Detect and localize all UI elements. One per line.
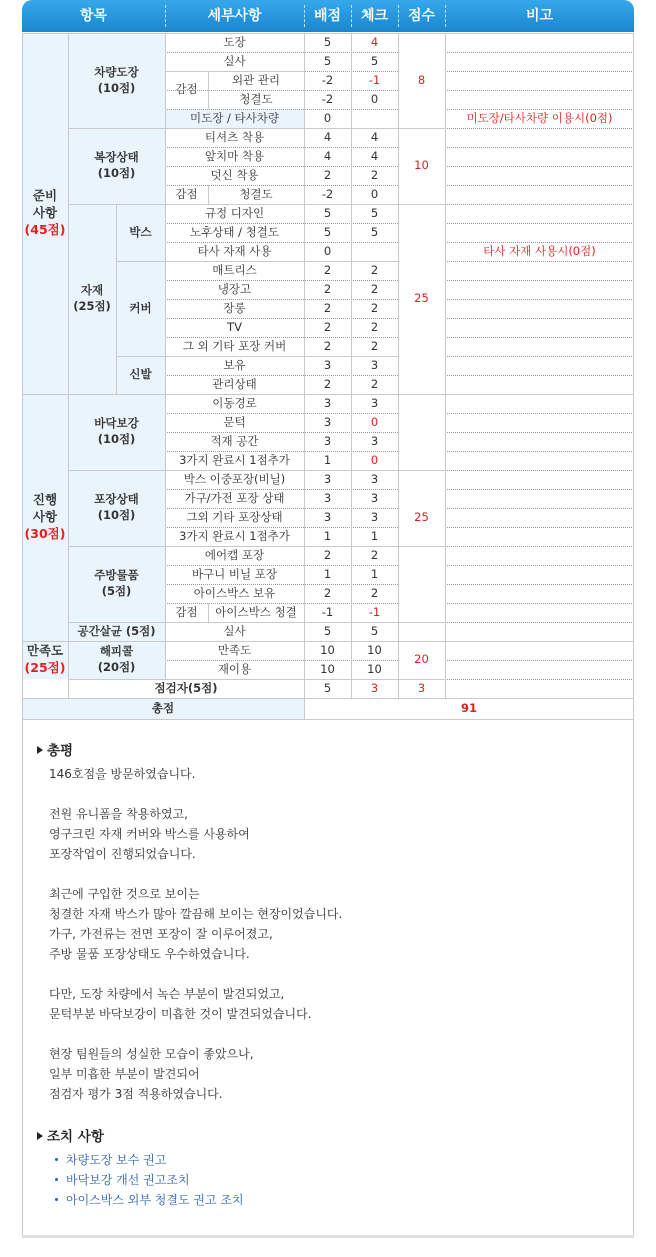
detail-points: 1	[323, 566, 332, 581]
action-item	[55, 1151, 166, 1168]
detail-item: 문턱	[223, 414, 246, 429]
deduct-label: 감점	[175, 604, 198, 619]
detail-check: 5	[370, 205, 379, 220]
detail-check: 3	[370, 471, 379, 486]
header-detail: 세부사항	[207, 8, 262, 24]
bullet-dot-icon	[55, 1158, 58, 1161]
detail-item: 매트리스	[212, 262, 257, 277]
detail-check: 2	[370, 547, 379, 562]
detail-item: 그외 기타 포장상태	[186, 509, 283, 524]
bullet-dot-icon	[55, 1178, 58, 1181]
detail-check: 3	[370, 433, 379, 448]
triangle-bullet-icon	[37, 746, 43, 754]
section-progress: 진행 사항 (30점)	[22, 394, 68, 641]
review-line: 전원 유니폼을 착용하였고,	[49, 807, 188, 821]
detail-points: -2	[321, 91, 334, 106]
detail-check: 1	[370, 566, 379, 581]
detail-check: 3	[370, 357, 379, 372]
score-table	[22, 33, 634, 719]
review-line: 다만, 도장 차량에서 녹슨 부분이 발견되었고,	[49, 987, 285, 1001]
detail-item: 냉장고	[217, 281, 252, 296]
detail-check: 5	[370, 224, 379, 239]
detail-item: 만족도	[217, 642, 252, 657]
detail-item: 가구/가전 포장 상태	[184, 490, 285, 505]
detail-check: -1	[368, 604, 381, 619]
detail-check	[351, 242, 398, 261]
detail-item: 미도장 / 타사차량	[165, 109, 304, 128]
detail-item: 3가지 완료시 1점추가	[179, 452, 290, 467]
bullet-dot-icon	[55, 1198, 58, 1201]
detail-check: 2	[370, 376, 379, 391]
inspector-points: 5	[323, 680, 332, 695]
detail-item: 이동경로	[212, 395, 257, 410]
category-material: 자재 (25점)	[68, 204, 116, 394]
detail-points: -2	[321, 72, 334, 87]
detail-check: 1	[370, 528, 379, 543]
review-line: 청결한 자재 박스가 많아 깔끔해 보이는 현장이었습니다.	[49, 907, 343, 921]
action-item-text: 바닥보강 개선 권고조치	[66, 1173, 190, 1187]
detail-points: 3	[323, 395, 332, 410]
detail-check: 2	[370, 585, 379, 600]
category-sanitize: 공간살균 (5점)	[68, 622, 165, 641]
inspector-score: 3	[417, 680, 426, 695]
score-material: 25	[414, 291, 429, 306]
detail-points: 10	[320, 661, 335, 676]
detail-item: 청결도	[239, 186, 273, 201]
detail-check: 2	[370, 319, 379, 334]
detail-points: 3	[323, 490, 332, 505]
review-line: 최근에 구입한 것으로 보이는	[49, 887, 200, 901]
subcategory-shoes: 신발	[116, 356, 165, 394]
category-car-paint: 차량도장 (10점)	[68, 33, 165, 128]
actions-title: 조치 사항	[47, 1129, 104, 1145]
detail-check: 0	[370, 452, 379, 467]
detail-check: 2	[370, 167, 379, 182]
detail-check: 2	[370, 262, 379, 277]
triangle-bullet-icon	[37, 1132, 43, 1140]
detail-check: 2	[370, 281, 379, 296]
detail-check: 2	[370, 300, 379, 315]
category-floor: 바닥보강 (10점)	[68, 394, 165, 470]
detail-item: 타사 자재 사용	[197, 243, 272, 258]
detail-item: 덧신 착용	[210, 167, 259, 182]
review-heading	[37, 739, 73, 759]
detail-item: 적재 공간	[210, 433, 259, 448]
detail-check: 10	[367, 642, 382, 657]
action-item	[55, 1171, 190, 1188]
detail-item: 규정 디자인	[204, 205, 265, 220]
review-line: 주방 물품 포장상태도 우수하였습니다.	[49, 947, 250, 961]
header-points: 배점	[313, 8, 342, 24]
action-item-text: 아이스박스 외부 청결도 권고 조치	[66, 1193, 244, 1207]
detail-check	[351, 109, 398, 128]
detail-check: -1	[368, 72, 381, 87]
detail-points: 2	[323, 376, 332, 391]
inspector-label: 점검자(5점)	[154, 680, 218, 695]
header-score: 점수	[407, 8, 436, 24]
review-line: 현장 팀원들의 성실한 모습이 좋았으나,	[49, 1047, 254, 1061]
detail-item: 3가지 완료시 1점추가	[179, 528, 290, 543]
detail-check: 0	[370, 91, 379, 106]
detail-check: 4	[370, 34, 379, 49]
detail-points: 4	[323, 129, 332, 144]
summary-panel	[22, 719, 634, 1236]
detail-points: 5	[323, 53, 332, 68]
detail-item: 관리상태	[212, 376, 257, 391]
detail-item: 재이용	[217, 661, 252, 676]
detail-check: 4	[370, 129, 379, 144]
bottom-divider	[22, 1235, 634, 1238]
detail-item: 티셔츠 착용	[204, 129, 265, 144]
review-line: 점검자 평가 3점 적용하였습니다.	[49, 1087, 223, 1101]
detail-item: 그 외 기타 포장 커버	[182, 338, 287, 353]
detail-points: 4	[323, 148, 332, 163]
detail-item: 아이스박스 보유	[193, 585, 276, 600]
category-packing: 포장상태 (10점)	[68, 470, 165, 546]
detail-points: 10	[320, 642, 335, 657]
detail-item: TV	[227, 319, 242, 334]
detail-points: 3	[323, 357, 332, 372]
detail-points: 5	[323, 623, 332, 638]
review-line: 포장작업이 진행되었습니다.	[49, 847, 196, 861]
note-car: 미도장/타사차량 이용시(0점)	[466, 110, 613, 125]
detail-item: 보유	[223, 357, 246, 372]
detail-check: 4	[370, 148, 379, 163]
detail-points: 2	[323, 262, 332, 277]
total-value: 91	[460, 700, 477, 715]
detail-check: 3	[370, 490, 379, 505]
detail-check: 10	[367, 661, 382, 676]
detail-points: 3	[323, 509, 332, 524]
detail-item: 에어캡 포장	[204, 547, 265, 562]
detail-points: -2	[321, 186, 334, 201]
review-line: 영구크린 자재 커버와 박스를 사용하여	[49, 827, 250, 841]
review-line: 가구, 가전류는 전면 포장이 잘 이루어졌고,	[49, 927, 273, 941]
review-line: 146호점을 방문하였습니다.	[49, 767, 196, 781]
table-header	[22, 0, 634, 32]
score-happycall: 20	[414, 652, 429, 667]
detail-points: 2	[323, 585, 332, 600]
score-car: 8	[417, 72, 426, 87]
detail-item: 실사	[223, 53, 246, 68]
detail-points: 5	[323, 34, 332, 49]
detail-item: 아이스박스 청결	[215, 604, 297, 619]
detail-points: -1	[321, 604, 334, 619]
detail-points: 1	[323, 452, 332, 467]
detail-item: 청결도	[239, 91, 273, 106]
detail-points: 1	[323, 528, 332, 543]
detail-points: 2	[323, 547, 332, 562]
detail-points: 5	[323, 224, 332, 239]
detail-points: 0	[323, 243, 332, 258]
actions-heading	[37, 1125, 104, 1145]
score-progress: 25	[414, 509, 429, 524]
action-item	[55, 1191, 244, 1208]
detail-points: 3	[323, 414, 332, 429]
score-uniform: 10	[414, 158, 429, 173]
detail-points: 2	[323, 281, 332, 296]
category-kitchen: 주방물품 (5점)	[68, 546, 165, 622]
subcategory-cover: 커버	[116, 261, 165, 356]
detail-check: 5	[370, 623, 379, 638]
section-prep: 준비 사항 (45점)	[22, 33, 68, 394]
detail-item: 실사	[223, 623, 246, 638]
review-line: 문턱부분 바닥보강이 미흡한 것이 발견되었습니다.	[49, 1007, 312, 1021]
detail-points: 2	[323, 300, 332, 315]
section-satisfaction: 만족도 (25점)	[22, 641, 68, 679]
detail-item: 노후상태 / 청결도	[190, 224, 279, 239]
detail-check: 0	[370, 414, 379, 429]
total-label: 총점	[22, 698, 304, 719]
deduct-label: 감점	[175, 82, 198, 97]
deduct-label: 감점	[175, 186, 198, 201]
action-item-text: 차량도장 보수 권고	[66, 1153, 167, 1167]
detail-check: 3	[370, 395, 379, 410]
detail-points: 2	[323, 167, 332, 182]
category-uniform: 복장상태 (10점)	[68, 128, 165, 204]
header-note: 비고	[525, 8, 554, 24]
detail-points: 2	[323, 338, 332, 353]
note-material: 타사 자재 사용시(0점)	[483, 243, 596, 258]
detail-item: 바구니 비닐 포장	[191, 566, 278, 581]
detail-points: 0	[323, 110, 332, 125]
detail-check: 3	[370, 509, 379, 524]
detail-item: 외관 관리	[231, 72, 281, 87]
detail-check: 2	[370, 338, 379, 353]
category-happycall: 해피콜 (20점)	[68, 641, 165, 679]
subcategory-box: 박스	[116, 204, 165, 261]
detail-points: 5	[323, 205, 332, 220]
detail-item: 장롱	[223, 300, 246, 315]
detail-item: 박스 이중포장(비닐)	[183, 471, 286, 486]
review-title: 총평	[47, 743, 74, 759]
detail-points: 3	[323, 471, 332, 486]
detail-check: 5	[370, 53, 379, 68]
inspector-check: 3	[370, 680, 379, 695]
detail-points: 3	[323, 433, 332, 448]
review-line: 일부 미흡한 부분이 발견되어	[49, 1067, 200, 1081]
detail-item: 앞치마 착용	[204, 148, 265, 163]
detail-item: 도장	[223, 34, 246, 49]
detail-check: 0	[370, 186, 379, 201]
header-item: 항목	[79, 8, 108, 24]
header-check: 체크	[360, 8, 389, 24]
detail-points: 2	[323, 319, 332, 334]
